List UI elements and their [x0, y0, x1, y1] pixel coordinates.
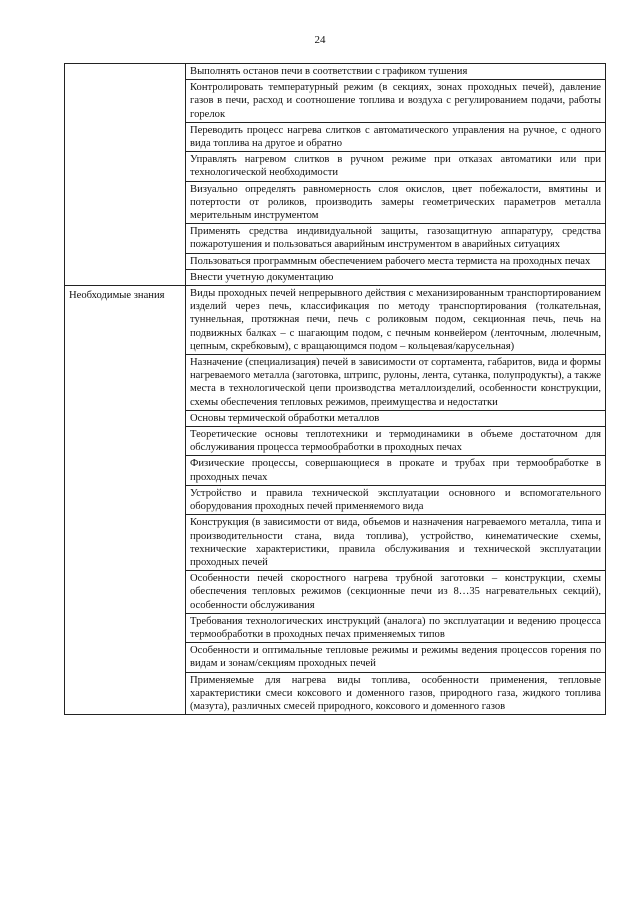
table-cell: Физические процессы, совершающиеся в прокате и трубах при термообработке в проходных печах [186, 456, 606, 485]
table-cell: Назначение (специализация) печей в зависимости от сортамента, габаритов, вида и формы нагреваемого металла (заготовка, штрипс, рулоны, лента, сутанка, полупродукты), а также места в технологической цепи производства металлоизделий, особенности конструкции, схемы обеспечения тепловых режимов, преимущества и недостатки [186, 355, 606, 411]
table-cell: Внести учетную документацию [186, 269, 606, 285]
table-cell: Применять средства индивидуальной защиты, газозащитную аппаратуру, средства пожаротушения и пользоваться аварийным инструментом в аварийных ситуациях [186, 224, 606, 253]
empty-label-cell [65, 64, 186, 286]
table-cell: Основы термической обработки металлов [186, 410, 606, 426]
table-cell: Виды проходных печей непрерывного действия с механизированным транспортированием изделий через печь, классификация по методу транспортирования (толкательная, туннельная, протяжная печи, печь с роликовым подом, секционная печь, печь на подвижных балках – с шагающим подом, с печным конвейером (ленточным, люлечным, цепным, скребковым), с вращающимся подом – кольцевая/карусельная) [186, 286, 606, 355]
table-cell: Особенности печей скоростного нагрева трубной заготовки – конструкции, схемы обеспечения тепловых режимов (секционные печи из 8…35 нагревательных секций), особенности обслуживания [186, 571, 606, 614]
table-cell: Устройство и правила технической эксплуатации основного и вспомогательного оборудования проходных печей применяемого вида [186, 485, 606, 514]
table-cell: Переводить процесс нагрева слитков с автоматического управления на ручное, с одного вида топлива на другое и обратно [186, 122, 606, 151]
table-cell: Применяемые для нагрева виды топлива, особенности применения, тепловые характеристики смеси коксового и доменного газов, природного газа, жидкого топлива (мазута), различных смесей природного, коксового и доменного газов [186, 672, 606, 715]
table-row [65, 286, 606, 355]
table-cell: Особенности и оптимальные тепловые режимы и режимы ведения процессов горения по видам и зонам/секциям проходных печей [186, 643, 606, 672]
competency-table [64, 63, 606, 715]
table-row [65, 64, 606, 80]
table-cell: Контролировать температурный режим (в секциях, зонах проходных печей), давление газов в печи, расход и соотношение топлива и воздуха с регулированием подачи, работы горелок [186, 80, 606, 123]
table-cell: Конструкция (в зависимости от вида, объемов и назначения нагреваемого металла, типа и производительности стана, вида топлива), устройство, кинематические схемы, технические характеристики, правила обслуживания и технической эксплуатации проходных печей [186, 515, 606, 571]
table-cell: Требования технологических инструкций (аналога) по эксплуатации и ведению процесса термообработки в проходных печах применяемых типов [186, 613, 606, 642]
section-label-required-knowledge: Необходимые знания [65, 286, 186, 715]
table-cell: Управлять нагревом слитков в ручном режиме при отказах автоматики или при технологической необходимости [186, 152, 606, 181]
table-cell: Выполнять останов печи в соответствии с графиком тушения [186, 64, 606, 80]
table-cell: Пользоваться программным обеспечением рабочего места термиста на проходных печах [186, 253, 606, 269]
table-cell: Визуально определять равномерность слоя окислов, цвет побежалости, вмятины и потертости от роликов, производить замеры геометрических параметров металла мерительным инструментом [186, 181, 606, 224]
page-number: 24 [314, 34, 326, 46]
table-cell: Теоретические основы теплотехники и термодинамики в объеме достаточном для обслуживания процесса термообработки в проходных печах [186, 427, 606, 456]
